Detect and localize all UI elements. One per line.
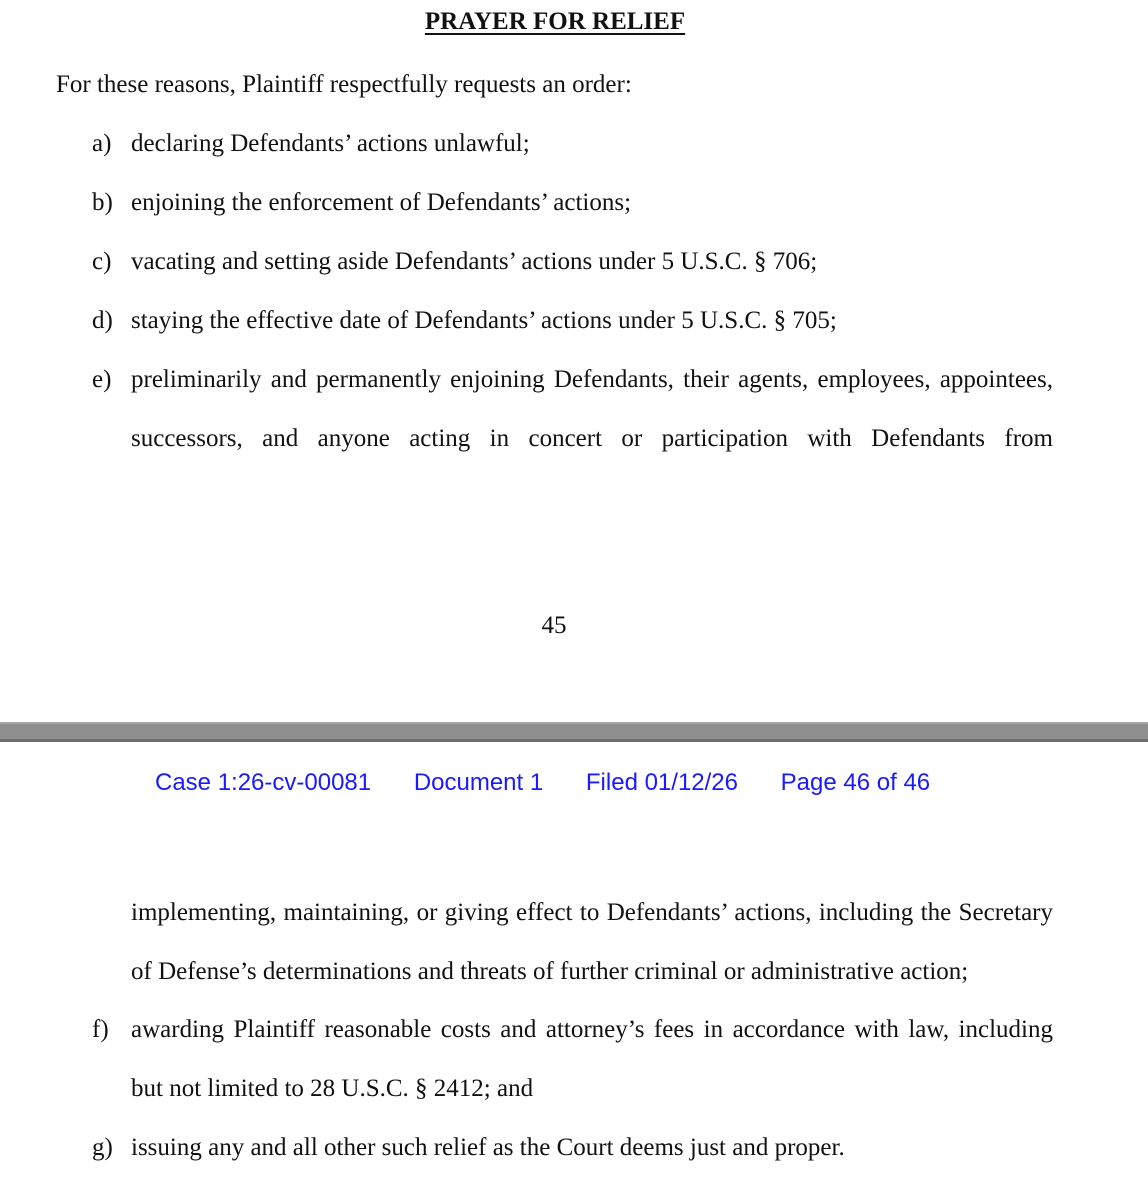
page-number: 45 bbox=[541, 612, 567, 639]
list-label-d: d) bbox=[92, 307, 113, 334]
list-label-g: g) bbox=[92, 1134, 113, 1161]
page-separator bbox=[0, 722, 1148, 742]
list-item-c: vacating and setting aside Defendants’ actions under 5 U.S.C. § 706; bbox=[131, 248, 818, 275]
list-item-b: enjoining the enforcement of Defendants’ actions; bbox=[131, 189, 632, 216]
list-label-b: b) bbox=[92, 189, 113, 216]
list-item-e-line1: preliminarily and permanently enjoining Defendants, their agents, employees, appointees, bbox=[131, 366, 1053, 393]
intro-paragraph: For these reasons, Plaintiff respectfully requests an order: bbox=[56, 71, 632, 98]
list-item-g: issuing any and all other such relief as the Court deems just and proper. bbox=[131, 1134, 845, 1161]
list-label-f: f) bbox=[92, 1016, 109, 1043]
case-number: Case 1:26-cv-00081 bbox=[155, 769, 372, 796]
continuation-line1: implementing, maintaining, or giving effect to Defendants’ actions, including the Secretary bbox=[131, 899, 1053, 926]
section-heading: PRAYER FOR RELIEF bbox=[424, 8, 686, 35]
list-label-e: e) bbox=[92, 366, 112, 393]
list-item-f-line1: awarding Plaintiff reasonable costs and attorney’s fees in accordance with law, including bbox=[131, 1016, 1053, 1043]
list-item-d: staying the effective date of Defendants’ actions under 5 U.S.C. § 705; bbox=[131, 307, 837, 334]
continuation-line2: of Defense’s determinations and threats of further criminal or administrative action; bbox=[131, 958, 969, 985]
list-item-e-line2: successors, and anyone acting in concert or participation with Defendants from bbox=[131, 425, 1053, 452]
list-item-a: declaring Defendants’ actions unlawful; bbox=[131, 130, 530, 157]
filed-date: Filed 01/12/26 bbox=[585, 769, 738, 796]
list-item-f-line2: but not limited to 28 U.S.C. § 2412; and bbox=[131, 1075, 534, 1102]
case-header bbox=[155, 768, 930, 798]
list-label-a: a) bbox=[92, 130, 112, 157]
list-label-c: c) bbox=[92, 248, 112, 275]
page-count: Page 46 of 46 bbox=[780, 769, 931, 796]
document-number: Document 1 bbox=[413, 769, 544, 796]
